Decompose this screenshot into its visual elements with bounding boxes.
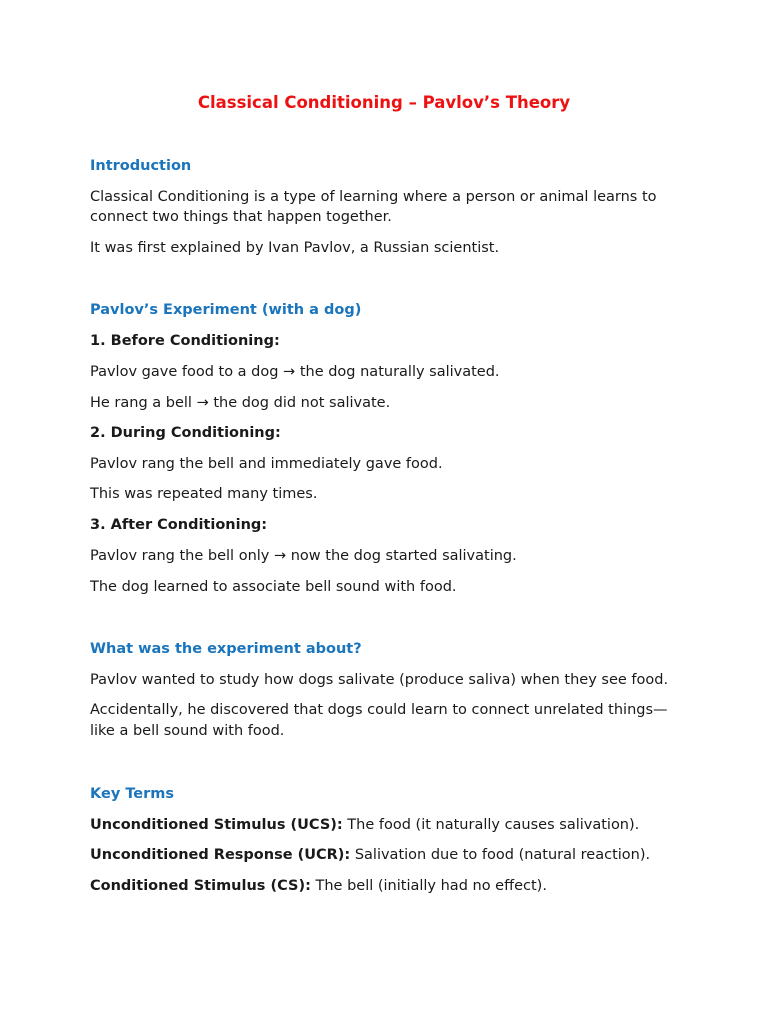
heading-about: What was the experiment about? <box>90 641 362 657</box>
key-term-ucs-definition: The food (it naturally causes salivation). <box>342 816 640 833</box>
key-term-ucr-definition: Salivation due to food (natural reaction). <box>350 847 651 863</box>
stage-before-label: 1. Before Conditioning: <box>90 332 280 349</box>
stage-after-line-2: The dog learned to associate bell sound with food. <box>90 578 457 595</box>
stage-during-line-2: This was repeated many times. <box>90 486 318 502</box>
key-term-ucs-term: Unconditioned Stimulus (UCS): <box>90 816 343 833</box>
key-term-ucs <box>90 815 682 836</box>
stage-after-label: 3. After Conditioning: <box>90 516 268 533</box>
stage-during-line-1: Pavlov rang the bell and immediately gave food. <box>90 455 443 472</box>
stage-during-label: 2. During Conditioning: <box>90 425 281 441</box>
heading-experiment: Pavlov’s Experiment (with a dog) <box>90 302 362 318</box>
intro-paragraph-1: Classical Conditioning is a type of learning where a person or animal learns to connect two things that happen together. <box>90 188 657 225</box>
key-term-cs-term: Conditioned Stimulus (CS): <box>90 877 311 894</box>
intro-paragraph-2: It was first explained by Ivan Pavlov, a Russian scientist. <box>90 239 500 256</box>
heading-key-terms: Key Terms <box>90 786 175 802</box>
key-term-cs-definition: The bell (initially had no effect). <box>310 877 547 894</box>
heading-introduction: Introduction <box>90 158 192 174</box>
key-term-ucr-term: Unconditioned Response (UCR): <box>90 847 351 863</box>
key-term-ucr <box>90 845 682 866</box>
stage-before-line-2: He rang a bell → the dog did not salivate. <box>90 394 391 411</box>
stage-after-line-1: Pavlov rang the bell only → now the dog started salivating. <box>90 548 517 564</box>
document-page <box>90 92 682 896</box>
key-term-cs <box>90 876 682 897</box>
about-paragraph-1: Pavlov wanted to study how dogs salivate (produce saliva) when they see food. <box>90 671 669 688</box>
document-title: Classical Conditioning – Pavlov’s Theory <box>197 93 571 112</box>
about-paragraph-2: Accidentally, he discovered that dogs could learn to connect unrelated things—like a bell sound with food. <box>90 702 668 739</box>
stage-before-line-1: Pavlov gave food to a dog → the dog naturally salivated. <box>90 364 500 380</box>
